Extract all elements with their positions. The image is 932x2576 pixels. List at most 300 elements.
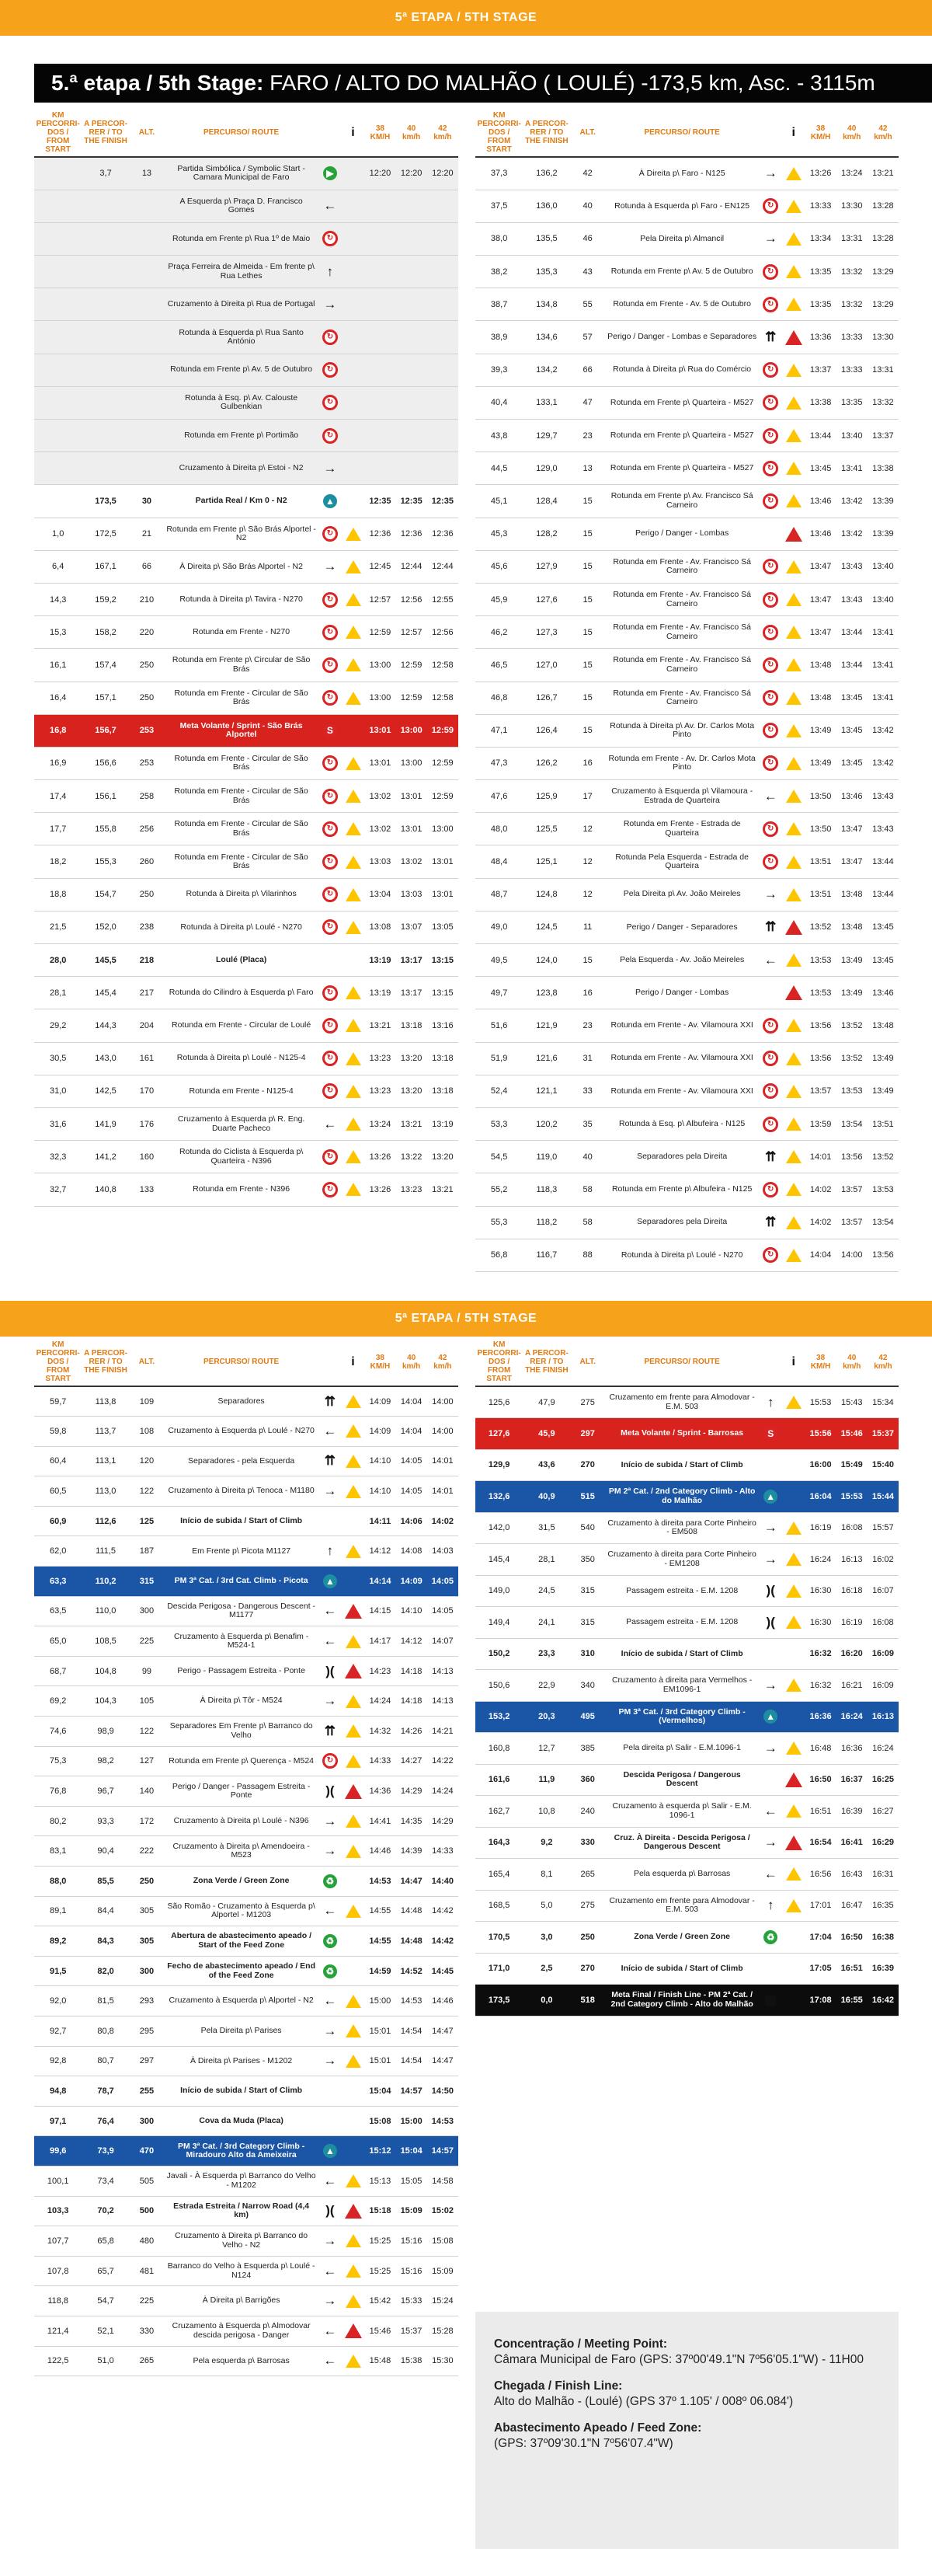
separators-icon: ⇈ <box>765 919 777 935</box>
roundabout-icon: ↻ <box>763 428 778 444</box>
time-42-cell: 14:01 <box>427 1476 458 1507</box>
table-row <box>475 583 899 615</box>
caution-triangle-icon <box>346 757 361 770</box>
km-cell: 48,0 <box>475 813 523 845</box>
table-row <box>475 222 899 255</box>
time-40-cell: 13:00 <box>396 714 427 747</box>
time-40-cell: 12:56 <box>396 583 427 615</box>
direction-cell <box>759 878 782 911</box>
info-cell <box>782 420 805 452</box>
time-42-cell: 14:47 <box>427 2016 458 2046</box>
direction-cell <box>759 157 782 190</box>
time-40-cell: 15:00 <box>396 2106 427 2136</box>
route-cell: Barranco do Velho à Esquerda p\ Loulé - N124 <box>164 2256 318 2286</box>
time-40-cell: 13:43 <box>836 583 868 615</box>
to-finish-cell: 127,0 <box>523 649 570 681</box>
time-42-cell: 13:56 <box>868 1239 899 1271</box>
to-finish-cell: 23,3 <box>523 1638 570 1670</box>
time-38-cell <box>364 354 395 386</box>
direction-cell <box>318 1417 342 1447</box>
to-finish-cell: 73,9 <box>82 2136 129 2166</box>
separators-icon: ⇈ <box>324 1723 336 1738</box>
roundabout-icon: ↻ <box>322 428 338 444</box>
time-38-cell: 14:17 <box>364 1626 395 1657</box>
time-40-cell: 13:07 <box>396 911 427 943</box>
table-row <box>34 386 458 419</box>
info-cell <box>342 1626 365 1657</box>
direction-cell <box>759 977 782 1009</box>
info-cell <box>782 1544 805 1576</box>
timetable-part-2 <box>475 109 899 1272</box>
time-40-cell: 16:39 <box>836 1796 868 1828</box>
time-42-cell: 16:42 <box>868 1985 899 2017</box>
route-cell: PM 2ª Cat. / 2nd Category Climb - Alto do Malhão <box>605 1481 760 1513</box>
to-finish-cell: 113,0 <box>82 1476 129 1507</box>
time-38-cell: 13:53 <box>805 977 836 1009</box>
altitude-cell: 15 <box>571 616 605 649</box>
to-finish-cell: 167,1 <box>82 550 129 583</box>
turn-right-icon: → <box>763 1740 777 1755</box>
table-row <box>34 1386 458 1417</box>
turn-right-icon: → <box>763 887 777 902</box>
route-cell: PM 3ª Cat. / 3rd Category Climb - (Vermelhos) <box>605 1701 760 1733</box>
table-row <box>34 1075 458 1107</box>
km-cell: 48,4 <box>475 845 523 878</box>
info-cell <box>782 1985 805 2017</box>
direction-cell <box>759 1764 782 1796</box>
time-40-cell: 15:33 <box>396 2286 427 2316</box>
table-row <box>34 157 458 190</box>
km-cell <box>34 157 82 190</box>
route-cell: À Direita p\ Barrigões <box>164 2286 318 2316</box>
route-cell: Rotunda à Esquerda p\ Rua Santo António <box>164 321 318 354</box>
route-header: PERCURSO/ ROUTE <box>605 1338 760 1386</box>
time-42-cell: 13:28 <box>868 190 899 222</box>
stage-title-rest: FARO / ALTO DO MALHÃO ( LOULÉ) -173,5 km, Asc. - 3115m <box>263 71 875 95</box>
to-finish-cell: 155,8 <box>82 813 129 845</box>
caution-triangle-icon <box>786 1616 802 1629</box>
altitude-cell: 385 <box>571 1733 605 1765</box>
info-cell <box>342 616 365 649</box>
table-row <box>475 1418 899 1450</box>
caution-triangle-icon <box>786 953 802 967</box>
km-cell: 173,5 <box>475 1985 523 2017</box>
time-38-cell: 13:37 <box>805 354 836 386</box>
caution-triangle-icon <box>346 921 361 934</box>
time-42-cell: 13:01 <box>427 845 458 878</box>
altitude-cell: 122 <box>130 1717 164 1747</box>
km-cell: 63,3 <box>34 1567 82 1597</box>
altitude-cell: 217 <box>130 977 164 1009</box>
time-42-cell: 15:40 <box>868 1449 899 1481</box>
time-38-cell: 12:57 <box>364 583 395 615</box>
route-cell: Rotunda à Direita p\ Loulé - N270 <box>605 1239 760 1271</box>
to-finish-cell: 70,2 <box>82 2196 129 2226</box>
info-cell <box>782 1953 805 1985</box>
info-cell <box>342 1717 365 1747</box>
to-finish-cell: 93,3 <box>82 1806 129 1836</box>
table-row <box>475 1953 899 1985</box>
table-row <box>34 1567 458 1597</box>
to-finish-cell: 10,8 <box>523 1796 570 1828</box>
direction-cell <box>318 681 342 714</box>
table-row <box>34 2016 458 2046</box>
info-cell <box>782 1575 805 1607</box>
info-cell <box>342 2076 365 2107</box>
table-row <box>34 222 458 255</box>
time-38-cell: 13:46 <box>805 518 836 550</box>
info-cell <box>342 1009 365 1042</box>
to-finish-cell: 108,5 <box>82 1626 129 1657</box>
timetable-part-4 <box>475 1338 899 2017</box>
time-42-cell: 13:53 <box>868 1173 899 1206</box>
to-finish-cell: 76,4 <box>82 2106 129 2136</box>
turn-left-icon: ← <box>323 2323 337 2338</box>
time-40-cell: 16:41 <box>836 1827 868 1859</box>
to-finish-cell: 84,4 <box>82 1896 129 1926</box>
speed-38-header: 38 KM/H <box>805 109 836 157</box>
table-row <box>34 649 458 681</box>
table-row <box>34 1173 458 1206</box>
time-40-cell: 13:48 <box>836 911 868 943</box>
route-cell: Rotunda em Frente - Circular de São Brás <box>164 813 318 845</box>
climb-icon: ▲ <box>763 1710 777 1724</box>
route-cell: Pela Direita p\ Almancil <box>605 222 760 255</box>
to-finish-cell: 128,2 <box>523 518 570 550</box>
caution-triangle-icon <box>786 364 802 377</box>
to-finish-cell: 113,8 <box>82 1386 129 1417</box>
to-finish-cell: 90,4 <box>82 1836 129 1867</box>
time-38-cell: 14:41 <box>364 1806 395 1836</box>
km-cell: 150,6 <box>475 1670 523 1702</box>
straight-ahead-icon: ↑ <box>767 1898 774 1913</box>
time-38-cell: 13:57 <box>805 1075 836 1107</box>
turn-left-icon: ← <box>323 1603 337 1619</box>
time-40-cell: 16:20 <box>836 1638 868 1670</box>
route-cell: Rotunda em Frente - Circular de Loulé <box>164 1009 318 1042</box>
info-cell <box>342 977 365 1009</box>
info-cell <box>342 747 365 779</box>
roundabout-icon: ↻ <box>763 1083 778 1099</box>
info-cell <box>782 813 805 845</box>
time-42-cell: 16:24 <box>868 1733 899 1765</box>
roundabout-icon: ↻ <box>322 887 338 902</box>
time-42-cell: 13:37 <box>868 420 899 452</box>
info-cell <box>782 1042 805 1075</box>
table-row <box>475 944 899 977</box>
route-cell: Rotunda em Frente - Av. 5 de Outubro <box>605 288 760 321</box>
route-cell: Cova da Muda (Placa) <box>164 2106 318 2136</box>
direction-cell <box>759 616 782 649</box>
route-cell: PM 3ª Cat. / 3rd Cat. Climb - Picota <box>164 1567 318 1597</box>
km-cell: 18,8 <box>34 878 82 911</box>
info-cell <box>342 1567 365 1597</box>
route-cell: Rotunda à Direita p\ Av. Dr. Carlos Mota Pinto <box>605 714 760 747</box>
info-cell <box>782 190 805 222</box>
table-row <box>475 1701 899 1733</box>
direction-cell <box>759 1009 782 1042</box>
time-42-cell: 13:43 <box>868 813 899 845</box>
route-header: PERCURSO/ ROUTE <box>164 1338 318 1386</box>
direction-cell <box>318 1506 342 1536</box>
table-row <box>34 1446 458 1476</box>
time-38-cell: 13:00 <box>364 681 395 714</box>
table-row <box>475 616 899 649</box>
time-38-cell: 13:47 <box>805 583 836 615</box>
km-cell: 30,5 <box>34 1042 82 1075</box>
caution-triangle-icon <box>346 560 361 573</box>
roundabout-icon: ↻ <box>763 198 778 214</box>
km-cell: 45,9 <box>475 583 523 615</box>
time-40-cell: 13:45 <box>836 681 868 714</box>
direction-cell <box>318 157 342 190</box>
altitude-cell: 99 <box>130 1656 164 1686</box>
roundabout-icon: ↻ <box>322 592 338 608</box>
altitude-cell: 270 <box>571 1953 605 1985</box>
km-cell: 47,6 <box>475 780 523 813</box>
table-row <box>34 780 458 813</box>
table-row <box>475 321 899 354</box>
direction-cell <box>318 2076 342 2107</box>
to-finish-cell: 126,4 <box>523 714 570 747</box>
km-cell: 38,9 <box>475 321 523 354</box>
time-38-cell: 16:54 <box>805 1827 836 1859</box>
to-finish-cell: 40,9 <box>523 1481 570 1513</box>
time-40-cell: 13:47 <box>836 813 868 845</box>
time-42-cell: 13:01 <box>427 878 458 911</box>
to-finish-cell <box>82 256 129 288</box>
direction-cell <box>759 550 782 583</box>
danger-warning-icon <box>785 985 802 1000</box>
time-40-cell: 13:48 <box>836 878 868 911</box>
time-42-cell: 14:33 <box>427 1836 458 1867</box>
roundabout-icon: ↻ <box>763 821 778 837</box>
direction-cell <box>318 1836 342 1867</box>
caution-triangle-icon <box>786 1522 802 1535</box>
time-38-cell: 13:23 <box>364 1042 395 1075</box>
km-cell: 37,5 <box>475 190 523 222</box>
time-40-cell: 15:38 <box>396 2346 427 2376</box>
danger-warning-icon <box>345 2204 362 2219</box>
km-header: KM PERCORRI-DOS / FROM START <box>475 109 523 157</box>
info-cell <box>342 1141 365 1173</box>
caution-triangle-icon <box>786 1052 802 1065</box>
altitude-cell: 16 <box>571 747 605 779</box>
altitude-cell: 55 <box>571 288 605 321</box>
time-42-cell: 15:44 <box>868 1481 899 1513</box>
speed-40-header: 40 km/h <box>836 109 868 157</box>
caution-triangle-icon <box>786 790 802 803</box>
danger-warning-icon <box>345 1604 362 1619</box>
table-row <box>475 1512 899 1544</box>
to-finish-cell: 20,3 <box>523 1701 570 1733</box>
km-cell: 46,8 <box>475 681 523 714</box>
direction-cell <box>318 386 342 419</box>
direction-cell <box>318 2166 342 2196</box>
altitude-cell: 310 <box>571 1638 605 1670</box>
turn-right-icon: → <box>323 2053 337 2069</box>
table-row <box>34 1656 458 1686</box>
table-row <box>475 714 899 747</box>
altitude-cell: 122 <box>130 1476 164 1507</box>
time-40-cell <box>396 222 427 255</box>
direction-cell <box>759 1890 782 1922</box>
direction-cell <box>318 2046 342 2076</box>
altitude-cell: 172 <box>130 1806 164 1836</box>
direction-cell <box>759 1859 782 1891</box>
time-38-cell: 13:49 <box>805 747 836 779</box>
caution-triangle-icon <box>786 724 802 737</box>
table-row <box>34 1042 458 1075</box>
info-cell <box>342 944 365 977</box>
time-40-cell: 14:00 <box>836 1239 868 1271</box>
climb-icon: ▲ <box>323 494 337 508</box>
info-cell <box>782 1206 805 1239</box>
time-38-cell: 16:51 <box>805 1796 836 1828</box>
km-cell: 122,5 <box>34 2346 82 2376</box>
to-finish-cell <box>82 321 129 354</box>
stage-title <box>34 64 932 103</box>
route-cell: Praça Ferreira de Almeida - Em frente p\ Rua Lethes <box>164 256 318 288</box>
feed-zone-label: Abastecimento Apeado / Feed Zone: <box>494 2421 702 2435</box>
time-42-cell: 14:45 <box>427 1956 458 1986</box>
caution-triangle-icon <box>346 2024 361 2037</box>
roundabout-icon: ↻ <box>763 625 778 640</box>
info-header: i <box>342 1338 365 1386</box>
info-cell <box>782 256 805 288</box>
time-42-cell: 13:16 <box>427 1009 458 1042</box>
time-42-cell: 13:41 <box>868 649 899 681</box>
time-40-cell: 16:18 <box>836 1575 868 1607</box>
altitude-cell: 250 <box>130 681 164 714</box>
direction-cell <box>318 2226 342 2257</box>
direction-cell <box>318 2106 342 2136</box>
time-40-cell: 12:59 <box>396 681 427 714</box>
altitude-cell: 470 <box>130 2136 164 2166</box>
time-38-cell: 13:26 <box>364 1141 395 1173</box>
info-cell <box>342 1896 365 1926</box>
route-cell: Perigo / Danger - Lombas <box>605 977 760 1009</box>
caution-triangle-icon <box>346 1845 361 1858</box>
km-cell: 91,5 <box>34 1956 82 1986</box>
meeting-point-text: Câmara Municipal de Faro (GPS: 37º00'49.1"N 7º56'05.1"W) - 11H00 <box>494 2353 864 2366</box>
direction-cell <box>318 1626 342 1657</box>
time-40-cell: 13:43 <box>836 550 868 583</box>
time-40-cell: 14:04 <box>396 1417 427 1447</box>
turn-right-icon: → <box>323 1843 337 1859</box>
direction-cell <box>759 386 782 419</box>
altitude-cell: 265 <box>130 2346 164 2376</box>
time-38-cell: 13:33 <box>805 190 836 222</box>
info-cell <box>342 1107 365 1140</box>
to-finish-cell: 80,7 <box>82 2046 129 2076</box>
altitude-cell: 160 <box>130 1141 164 1173</box>
direction-cell <box>318 1746 342 1776</box>
info-cell <box>342 1776 365 1807</box>
altitude-cell: 210 <box>130 583 164 615</box>
danger-warning-icon <box>345 2323 362 2338</box>
info-cell <box>342 1686 365 1717</box>
km-cell: 171,0 <box>475 1953 523 1985</box>
time-38-cell: 16:32 <box>805 1670 836 1702</box>
direction-cell <box>759 1670 782 1702</box>
to-finish-header: A PERCOR-RER / TO THE FINISH <box>82 109 129 157</box>
table-row <box>34 485 458 518</box>
time-42-cell <box>427 288 458 321</box>
straight-ahead-icon: ↑ <box>326 263 334 279</box>
time-38-cell: 15:56 <box>805 1418 836 1450</box>
to-finish-cell: 31,5 <box>523 1512 570 1544</box>
altitude-cell: 225 <box>130 1626 164 1657</box>
to-finish-cell: 152,0 <box>82 911 129 943</box>
altitude-cell: 250 <box>571 1922 605 1954</box>
speed-40-header: 40 km/h <box>396 109 427 157</box>
turn-left-icon: ← <box>323 1423 337 1438</box>
info-cell <box>782 1418 805 1450</box>
info-header: i <box>782 1338 805 1386</box>
roundabout-icon: ↻ <box>763 362 778 378</box>
direction-cell <box>759 1075 782 1107</box>
info-cell <box>342 1506 365 1536</box>
direction-cell <box>759 1575 782 1607</box>
time-40-cell: 14:12 <box>396 1626 427 1657</box>
table-row <box>475 1481 899 1513</box>
to-finish-cell: 127,6 <box>523 583 570 615</box>
altitude-cell <box>130 321 164 354</box>
time-40-cell: 14:26 <box>396 1717 427 1747</box>
time-42-cell: 13:49 <box>868 1042 899 1075</box>
direction-cell <box>318 550 342 583</box>
to-finish-cell: 3,0 <box>523 1922 570 1954</box>
turn-left-icon: ← <box>323 198 337 214</box>
altitude-cell: 258 <box>130 780 164 813</box>
caution-triangle-icon <box>346 1755 361 1768</box>
km-cell <box>34 222 82 255</box>
info-cell <box>342 681 365 714</box>
to-finish-cell: 126,7 <box>523 681 570 714</box>
caution-triangle-icon <box>346 1395 361 1408</box>
time-38-cell <box>364 452 395 485</box>
time-40-cell <box>396 256 427 288</box>
caution-triangle-icon <box>346 1019 361 1032</box>
altitude-cell: 120 <box>130 1446 164 1476</box>
time-42-cell: 13:44 <box>868 845 899 878</box>
table-row <box>475 1173 899 1206</box>
table-row <box>475 813 899 845</box>
km-cell: 51,6 <box>475 1009 523 1042</box>
km-cell: 28,0 <box>34 944 82 977</box>
altitude-cell: 133 <box>130 1173 164 1206</box>
time-42-cell: 13:40 <box>868 583 899 615</box>
direction-cell <box>759 222 782 255</box>
table-row <box>34 845 458 878</box>
direction-cell <box>759 321 782 354</box>
to-finish-cell: 125,1 <box>523 845 570 878</box>
km-cell: 127,6 <box>475 1418 523 1450</box>
route-cell: Cruzamento à Direita p\ Amendoeira - M523 <box>164 1836 318 1867</box>
to-finish-cell: 159,2 <box>82 583 129 615</box>
time-42-cell: 13:45 <box>868 911 899 943</box>
direction-cell <box>318 780 342 813</box>
info-cell <box>782 288 805 321</box>
to-finish-cell: 80,8 <box>82 2016 129 2046</box>
altitude-cell: 105 <box>130 1686 164 1717</box>
altitude-cell: 13 <box>130 157 164 190</box>
altitude-cell: 35 <box>571 1107 605 1140</box>
turn-right-icon: → <box>763 1520 777 1535</box>
time-38-cell: 13:47 <box>805 550 836 583</box>
roundabout-icon: ↻ <box>322 1182 338 1197</box>
